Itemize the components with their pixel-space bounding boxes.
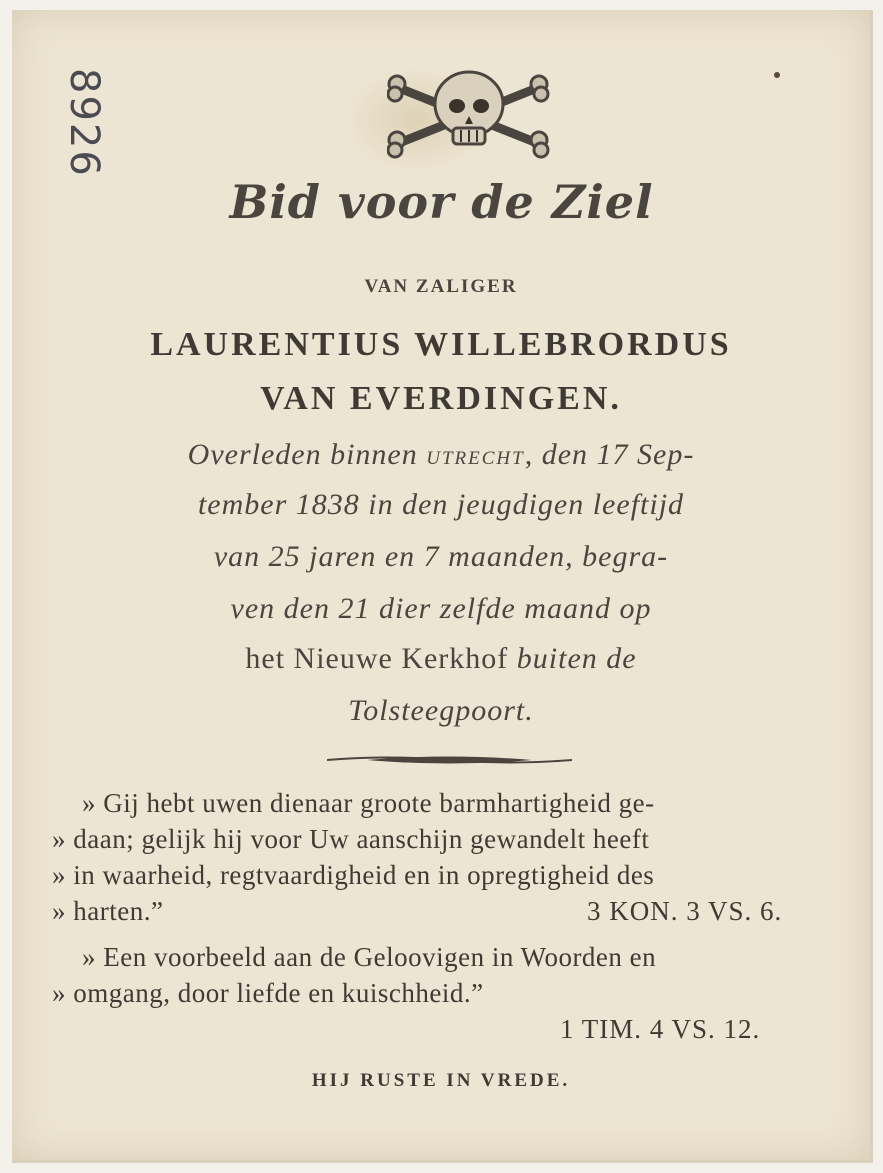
details-text: Overleden binnen [187,438,427,471]
details-text: , den 17 Sep- [524,438,695,471]
verse2-line: » Een voorbeeld aan de Geloovigen in Woorden en [82,942,657,972]
memorial-card [12,10,873,1163]
heading: Bid voor de Ziel [229,175,654,229]
verse2-line: » omgang, door liefde en kuischheid.” [52,978,484,1008]
city-name: UTRECHT [426,448,525,469]
deceased-name-line2: VAN EVERDINGEN. [260,380,622,417]
verse1-line: » daan; gelijk hij voor Uw aanschijn gewandelt heeft [52,824,650,854]
details-line-5 [12,642,870,676]
archive-number: 8926 [61,68,107,178]
details-line-1 [12,438,870,472]
details-line-4: ven den 21 dier zelfde maand op [230,592,652,625]
subheading: VAN ZALIGER [364,276,518,297]
verse1-reference: 3 KON. 3 VS. 6. [587,896,783,926]
verse2-reference: 1 TIM. 4 VS. 12. [560,1014,761,1044]
details-line-2: tember 1838 in den jeugdigen leeftijd [197,488,685,521]
verse1-line: » Gij hebt uwen dienaar groote barmhartigheid ge- [82,788,655,818]
ornament-divider [327,753,572,767]
details-text: het Nieuwe Kerkhof [245,642,517,675]
skull-crossbones-icon [387,68,552,160]
details-line-3: van 25 jaren en 7 maanden, begra- [213,540,669,573]
closing-line: HIJ RUSTE IN VREDE. [311,1070,571,1091]
deceased-name-line1: LAURENTIUS WILLEBRORDUS [150,326,732,363]
verse1-line: » harten.” [52,896,164,926]
ink-spot [774,72,780,78]
details-line-6: Tolsteegpoort. [348,694,534,727]
details-text: buiten de [516,642,637,675]
verse1-line: » in waarheid, regtvaardigheid en in opregtigheid des [52,860,655,890]
